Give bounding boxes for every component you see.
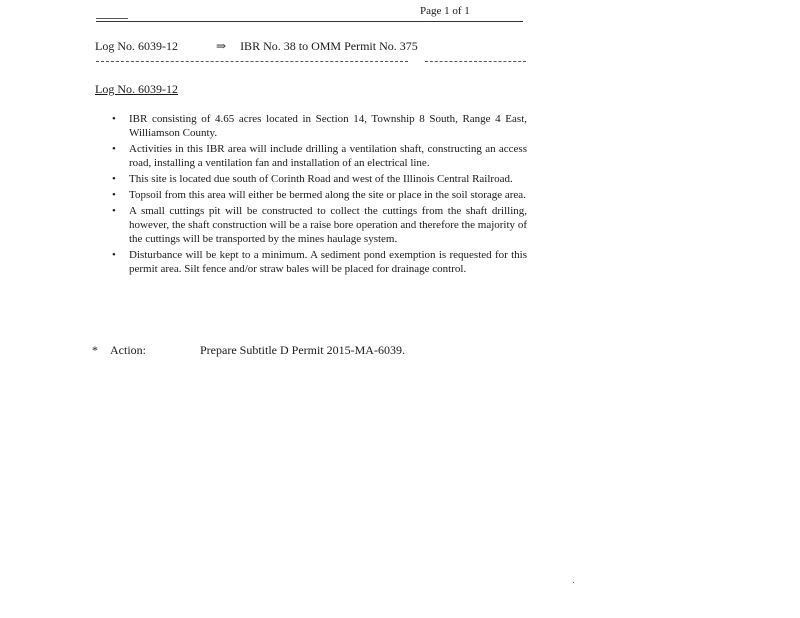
dashed-divider-right (425, 61, 526, 62)
dashed-divider-left (96, 61, 408, 62)
top-rule-short (96, 18, 128, 19)
action-text: Prepare Subtitle D Permit 2015-MA-6039. (200, 343, 405, 357)
list-item (110, 142, 527, 170)
bullet-icon: • (112, 189, 116, 201)
list-item-text: Topsoil from this area will either be bermed along the site or place in the soil storage area. (129, 189, 526, 201)
list-item (110, 204, 527, 246)
bullet-icon: • (112, 173, 116, 185)
list-item-text: This site is located due south of Corinth Road and west of the Illinois Central Railroad. (129, 173, 513, 185)
bullet-icon: • (112, 113, 116, 125)
list-item (110, 172, 527, 186)
list-item (110, 112, 527, 140)
bullet-list (110, 112, 527, 278)
list-item (110, 188, 527, 202)
arrow-icon: ⇒ (216, 39, 227, 53)
bullet-icon: • (112, 249, 116, 261)
section-heading: Log No. 6039-12 (95, 82, 178, 96)
action-line (92, 343, 405, 358)
list-item-text: Activities in this IBR area will include drilling a ventilation shaft, constructing an access road, installing a ventilation fan and installation of an electrical line. (129, 143, 527, 169)
page-number: Page 1 of 1 (420, 5, 470, 17)
scan-speck (573, 582, 574, 583)
list-item-text: IBR consisting of 4.65 acres located in Section 14, Township 8 South, Range 4 East, Williamson County. (129, 113, 527, 139)
list-item-text: A small cuttings pit will be constructed to collect the cuttings from the shaft drilling, however, the shaft construction will be a raise bore operation and therefore the majority of the cuttings will be transported by the mines haulage system. (129, 205, 527, 245)
header-line (95, 39, 418, 54)
star-icon: * (92, 343, 98, 357)
bullet-icon: • (112, 143, 116, 155)
header-log-no: Log No. 6039-12 (95, 39, 178, 53)
bullet-icon: • (112, 205, 116, 217)
list-item (110, 248, 527, 276)
action-label: Action: (110, 343, 146, 357)
header-ibr-text: IBR No. 38 to OMM Permit No. 375 (240, 39, 418, 53)
list-item-text: Disturbance will be kept to a minimum. A sediment pond exemption is requested for this permit area. Silt fence and/or straw bales will be placed for drainage control. (129, 249, 527, 275)
top-rule (96, 21, 523, 22)
